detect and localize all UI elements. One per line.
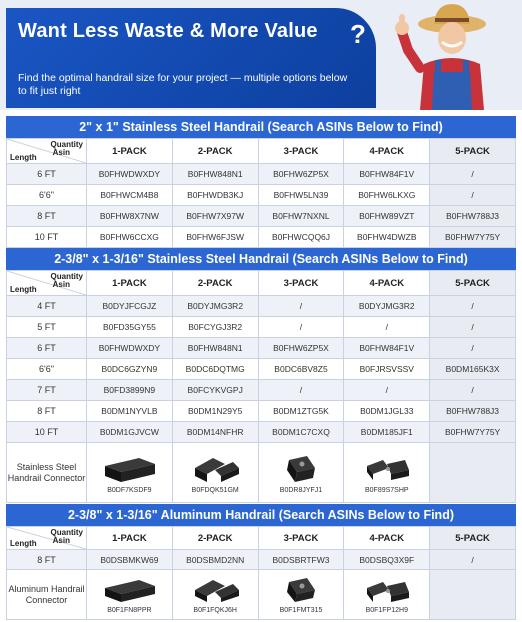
asin-cell: / [258,380,344,401]
length-cell: 6 FT [7,164,87,185]
asin-cell: B0FHW6FJSW [172,227,258,248]
table-row [7,227,516,248]
connector-label: Aluminum Handrail Connector [7,570,87,620]
quantity-label: Quantity [50,528,83,537]
pack-header: 2-PACK [172,271,258,296]
connector-row [7,443,516,503]
pack-header: 3-PACK [258,271,344,296]
connector-pivot-icon [271,452,331,486]
asin-cell: B0FHW84F1V [344,338,430,359]
quantity-label: Quantity [50,272,83,281]
length-cell: 6'6" [7,185,87,206]
section-aluminum [6,504,516,620]
table-row [7,185,516,206]
connector-cell [258,443,344,503]
length-cell: 8 FT [7,550,87,570]
asin-label: Asin [52,536,70,545]
connector-label: Stainless Steel Handrail Connector [7,443,87,503]
connector-asin: B0FDQK51GM [191,486,239,494]
asin-cell: B0FHWDWXDY [87,338,173,359]
asin-cell: B0DYJMG3R2 [344,296,430,317]
asin-cell: B0DM1NYVLB [87,401,173,422]
table-row [7,317,516,338]
table-header-row [7,527,516,550]
farmer-thumbs-up-icon [380,2,520,110]
length-label: Length [10,285,37,294]
asin-cell: / [430,185,516,206]
length-cell: 8 FT [7,401,87,422]
asin-cell: B0FHW7X97W [172,206,258,227]
asin-cell: B0DC6BV8Z5 [258,359,344,380]
length-cell: 10 FT [7,227,87,248]
asin-cell: B0FHW84F1V [344,164,430,185]
asin-cell: B0DSBQ3X9F [344,550,430,570]
asin-cell: B0DM185JF1 [344,422,430,443]
asin-cell: B0FHW5LN39 [258,185,344,206]
section-2x1-stainless [6,116,516,248]
asin-cell: B0DM1GJVCW [87,422,173,443]
pack-header: 1-PACK [87,527,173,550]
quantity-label: Quantity [50,140,83,149]
header-diagonal-cell [7,527,87,550]
length-cell: 8 FT [7,206,87,227]
question-mark-icon [346,18,380,48]
pack-header: 1-PACK [87,139,173,164]
asin-cell: / [430,380,516,401]
asin-cell: B0DYJFCGJZ [87,296,173,317]
table-row [7,359,516,380]
connector-angled-icon [185,452,245,486]
svg-text:?: ? [350,19,366,48]
connector-cell [258,570,344,620]
pack-header: 4-PACK [344,271,430,296]
asin-cell: B0DSBRTFW3 [258,550,344,570]
connector-hinge-icon [357,452,417,486]
pack-header: 2-PACK [172,139,258,164]
connector-block-icon [99,452,159,486]
connector-angled-icon [185,576,245,606]
connector-hinge-icon [357,576,417,606]
asin-cell: B0FHW6ZP5X [258,338,344,359]
connector-block-icon [99,576,159,606]
length-label: Length [10,153,37,162]
asin-cell: B0FCYKVGPJ [172,380,258,401]
hero-subtitle: Find the optimal handrail size for your project — multiple options below to fit just right [18,72,348,97]
length-cell: 5 FT [7,317,87,338]
asin-table [6,526,516,620]
table-row [7,296,516,317]
table-row [7,338,516,359]
connector-asin: B0DF7KSDF9 [107,486,152,494]
asin-cell: / [430,317,516,338]
asin-cell: / [258,296,344,317]
asin-cell: B0DM1C7CXQ [258,422,344,443]
asin-cell: B0FHW848N1 [172,164,258,185]
asin-cell: B0FHWCQQ6J [258,227,344,248]
length-cell: 10 FT [7,422,87,443]
asin-cell: B0FHW89VZT [344,206,430,227]
asin-cell: / [344,317,430,338]
table-row [7,164,516,185]
pack-header: 3-PACK [258,527,344,550]
asin-cell: B0FCYGJ3R2 [172,317,258,338]
asin-cell: / [430,550,516,570]
hero-title: Want Less Waste & More Value [18,20,318,42]
section-title: 2-3/8" x 1-3/16" Aluminum Handrail (Search ASINs Below to Find) [6,504,516,526]
length-cell: 4 FT [7,296,87,317]
asin-cell: B0FD3899N9 [87,380,173,401]
empty-cell [430,443,516,503]
asin-cell: B0FHW4DWZB [344,227,430,248]
table-row [7,401,516,422]
table-header-row [7,139,516,164]
connector-asin: B0F1FP12H9 [365,606,408,614]
asin-cell: B0FHW6ZP5X [258,164,344,185]
asin-cell: B0FHW7Y75Y [430,422,516,443]
connector-cell [87,443,173,503]
length-label: Length [10,539,37,548]
length-cell: 6'6" [7,359,87,380]
asin-cell: / [430,296,516,317]
empty-cell [430,570,516,620]
asin-cell: B0DM14NFHR [172,422,258,443]
header-diagonal-cell [7,271,87,296]
asin-cell: B0DM1ZTG5K [258,401,344,422]
table-row [7,550,516,570]
length-cell: 6 FT [7,338,87,359]
asin-cell: B0FHW6LKXG [344,185,430,206]
section-title: 2" x 1" Stainless Steel Handrail (Search ASINs Below to Find) [6,116,516,138]
asin-table [6,270,516,503]
asin-cell: B0FHWDB3KJ [172,185,258,206]
pack-header: 5-PACK [430,139,516,164]
asin-cell: B0DM1N29Y5 [172,401,258,422]
pack-header: 4-PACK [344,527,430,550]
asin-cell: B0FD35GY55 [87,317,173,338]
hero-banner [0,0,522,110]
connector-asin: B0DR8JYFJ1 [279,486,323,494]
asin-cell: / [258,317,344,338]
connector-asin: B0F1FMT315 [279,606,323,614]
table-header-row [7,271,516,296]
asin-cell: B0DC6GZYN9 [87,359,173,380]
asin-cell: B0FJRSVSSV [344,359,430,380]
pack-header: 1-PACK [87,271,173,296]
asin-cell: B0FHW8X7NW [87,206,173,227]
asin-cell: B0FHWDWXDY [87,164,173,185]
asin-label: Asin [52,280,70,289]
asin-cell: B0DM1JGL33 [344,401,430,422]
pack-header: 5-PACK [430,271,516,296]
asin-cell: B0FHW848N1 [172,338,258,359]
pack-header: 2-PACK [172,527,258,550]
section-title: 2-3/8" x 1-3/16" Stainless Steel Handrail (Search ASINs Below to Find) [6,248,516,270]
asin-cell: B0DM165K3X [430,359,516,380]
connector-cell [344,570,430,620]
connector-cell [172,570,258,620]
connector-cell [172,443,258,503]
asin-cell: / [430,164,516,185]
connector-asin: B0F1FN8PPR [107,606,152,614]
section-stainless-2-3-8 [6,248,516,503]
asin-cell: B0FHW6CCXG [87,227,173,248]
header-diagonal-cell [7,139,87,164]
table-row [7,422,516,443]
asin-cell: B0DYJMG3R2 [172,296,258,317]
asin-label: Asin [52,148,70,157]
asin-cell: B0DC6DQTMG [172,359,258,380]
connector-row [7,570,516,620]
asin-cell: B0FHW788J3 [430,206,516,227]
connector-cell [87,570,173,620]
connector-asin: B0F89S7SHP [364,486,409,494]
pack-header: 5-PACK [430,527,516,550]
connector-cell [344,443,430,503]
asin-cell: B0FHW7Y75Y [430,227,516,248]
asin-cell: B0DSBMD2NN [172,550,258,570]
table-row [7,206,516,227]
asin-cell: B0FHW788J3 [430,401,516,422]
length-cell: 7 FT [7,380,87,401]
asin-cell: B0DSBMKW69 [87,550,173,570]
connector-asin: B0F1FQKJ6H [193,606,237,614]
asin-cell: / [430,338,516,359]
asin-cell: B0FHW7NXNL [258,206,344,227]
connector-pivot-icon [271,576,331,606]
asin-cell: B0FHWCM4B8 [87,185,173,206]
asin-cell: / [344,380,430,401]
asin-table [6,138,516,248]
table-row [7,380,516,401]
pack-header: 4-PACK [344,139,430,164]
pack-header: 3-PACK [258,139,344,164]
